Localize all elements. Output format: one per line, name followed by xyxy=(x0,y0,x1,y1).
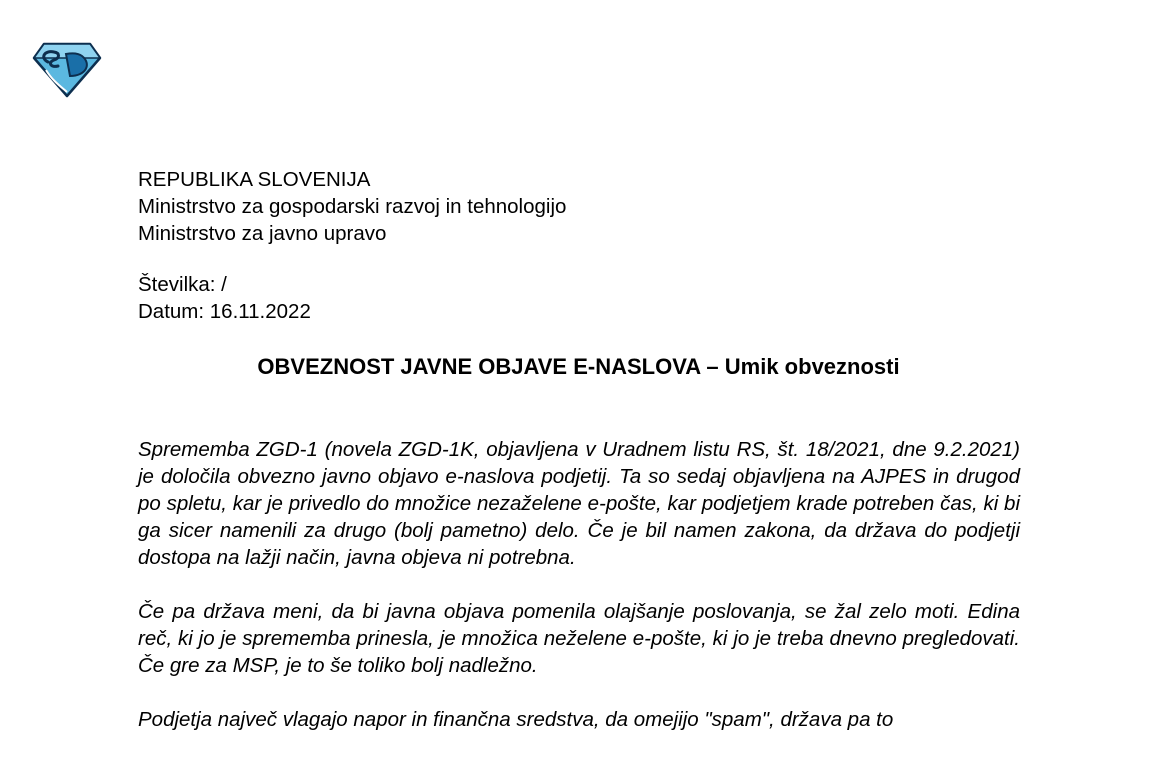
body-paragraph-2: Če pa država meni, da bi javna objava pomenila olajšanje poslovanja, se žal zelo moti. Edina reč, ki jo je sprememba prinesla, je množica neželene e-pošte, ki jo je treba dnevno pregledovati. Če gre za MSP, je to še toliko bolj nadležno. xyxy=(138,600,1020,677)
country-name: REPUBLIKA SLOVENIJA xyxy=(138,168,371,191)
body-paragraph-3: Podjetja največ vlagajo napor in finančna sredstva, da omejijo "spam", država pa to xyxy=(138,708,894,731)
body-paragraph-1: Sprememba ZGD-1 (novela ZGD-1K, objavljena v Uradnem listu RS, št. 18/2021, dne 9.2.2021) je določila obvezno javno objavo e-naslova podjetij. Ta so sedaj objavljena na AJPES in drugod po spletu, kar je privedlo do množice nezaželene e-pošte, kar podjetjem krade potreben čas, ki bi ga sicer namenili za drugo (bolj pametno) delo. Če je bil namen zakona, da država do podjetji dostopa na lažji način, javna objeva ni potrebna. xyxy=(138,438,1020,569)
letterhead xyxy=(138,166,566,247)
document-number: Številka: / xyxy=(138,273,227,296)
document-title: OBVEZNOST JAVNE OBJAVE E-NASLOVA – Umik obveznosti xyxy=(257,354,900,379)
document-body xyxy=(138,436,1020,760)
sd-logo-icon xyxy=(30,40,104,100)
document-meta xyxy=(138,271,311,325)
ministry-name-1: Ministrstvo za gospodarski razvoj in tehnologijo xyxy=(138,195,567,218)
ministry-name-2: Ministrstvo za javno upravo xyxy=(138,222,387,245)
document-date: Datum: 16.11.2022 xyxy=(138,300,311,323)
